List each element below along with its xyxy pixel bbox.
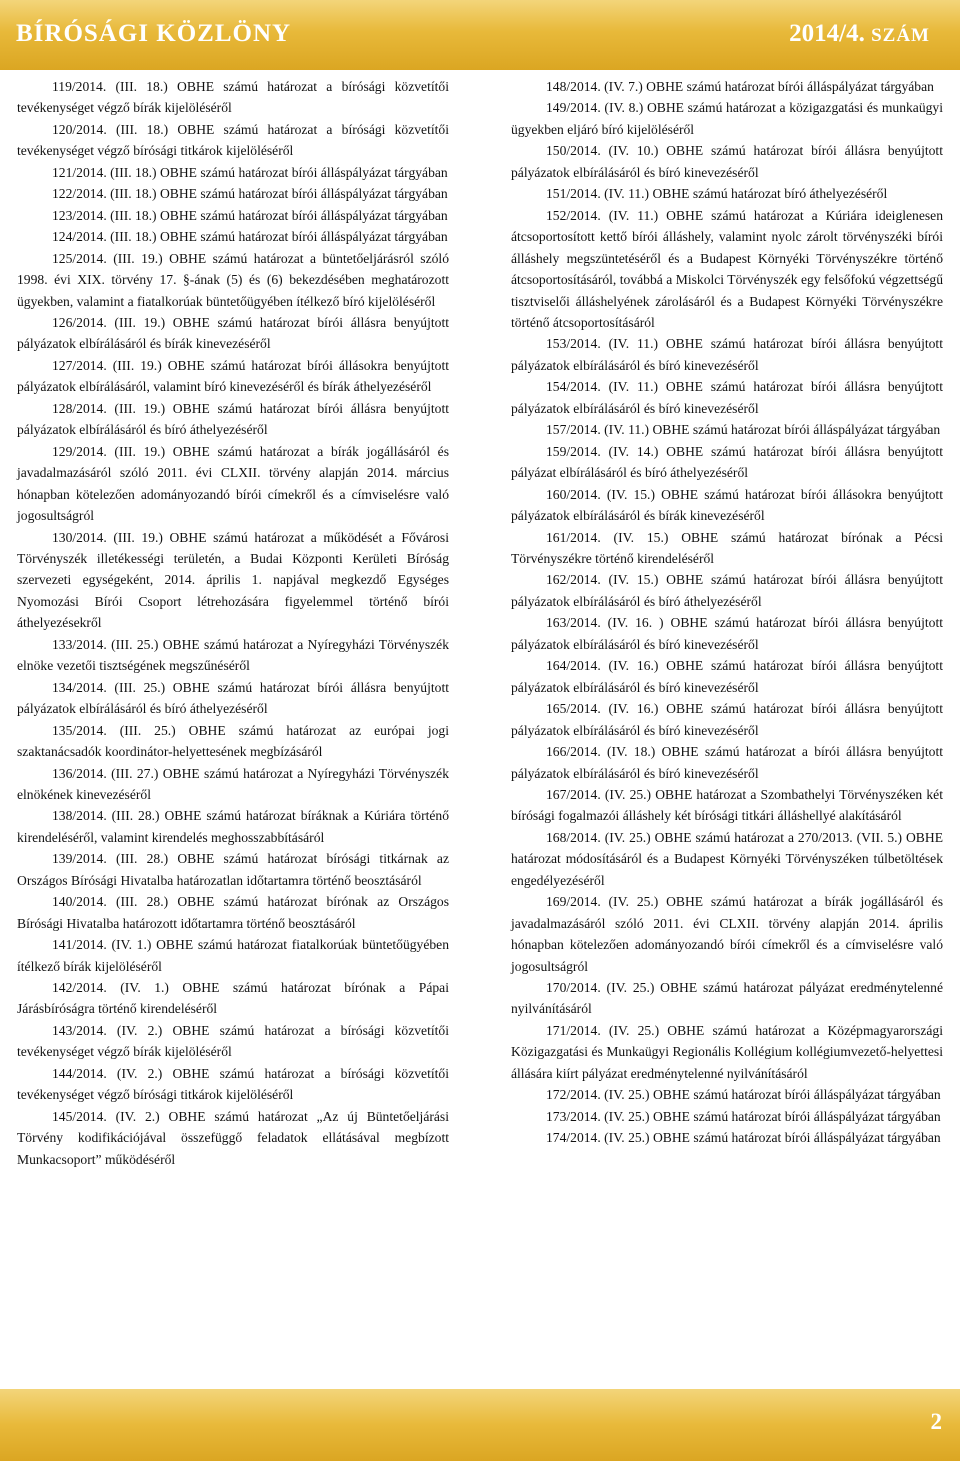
toc-entry: 127/2014. (III. 19.) OBHE számú határozat bírói állásokra benyújtott pályázatok elbírálásáról, valamint bíró kinevezéséről és bírák áthelyezéséről — [17, 357, 449, 395]
toc-entry: 174/2014. (IV. 25.) OBHE számú határozat bírói álláspályázat tárgyában — [546, 1130, 941, 1146]
toc-entry: 164/2014. (IV. 16.) OBHE számú határozat bírói állásra benyújtott pályázatok elbírálásáról és bíró kinevezéséről — [511, 658, 943, 695]
toc-entry: 138/2014. (III. 28.) OBHE számú határozat bíráknak a Kúriára történő kirendeléséről, valamint kirendelés meghosszabbításáról — [17, 808, 449, 845]
issue-number — [789, 20, 930, 48]
toc-entry: 163/2014. (IV. 16. ) OBHE számú határozat bírói állásra benyújtott pályázatok elbírálásáról és bíró kinevezéséről — [511, 615, 943, 652]
toc-entry: 126/2014. (III. 19.) OBHE számú határozat bírói állásra benyújtott pályázatok elbírálásáról és bírák kinevezéséről — [17, 314, 449, 352]
right-column — [511, 76, 943, 1149]
toc-entry: 150/2014. (IV. 10.) OBHE számú határozat bírói állásra benyújtott pályázatok elbírálásáról és bíró kinevezéséről — [511, 143, 943, 180]
toc-entry: 160/2014. (IV. 15.) OBHE számú határozat bírói állásokra benyújtott pályázatok elbírálásáról és bírák kinevezéséről — [511, 486, 943, 524]
toc-entry: 152/2014. (IV. 11.) OBHE számú határozat a Kúriára ideiglenesen átcsoportosított kettő bírói álláshely, valamint nyolc zárolt törvényszéki bírói álláshely megszüntetéséről és a Budapest Környéki Törvényszékre történő átcsoportosításáról, továbbá a Miskolci Törvényszék egy felsőfokú végzettségű tisztviselői álláshelyének zárolásáról és a Budapest Környéki Törvényszékre történő átcsoportosításáról — [511, 207, 943, 330]
toc-entry: 133/2014. (III. 25.) OBHE számú határozat a Nyíregyházi Törvényszék elnöke vezetői tisztségének megszűnéséről — [17, 636, 449, 674]
page-header — [0, 0, 960, 70]
toc-entry: 130/2014. (III. 19.) OBHE számú határozat a működését a Fővárosi Törvényszék illetékességi területén, a Budai Központi Kerületi Bíróság szervezeti egységeként, 2014. április 1. napjával megkezdő Egységes Nyomozási Bírói Csoport létrehozására figyelemmel történő bírói áthelyezésekről — [17, 529, 449, 631]
toc-entry: 168/2014. (IV. 25.) OBHE számú határozat a 270/2013. (VII. 5.) OBHE határozat módosításáról és a Budapest Környéki Törvényszéken túlbetöltések engedélyezéséről — [511, 829, 943, 888]
toc-entry: 169/2014. (IV. 25.) OBHE számú határozat a bírák jogállásáról és javadalmazásáról szóló 2011. évi CLXII. törvény alapján 2014. április hónapban kötelezően adományozandó bírói címekről és a címviselésre való jogosultságról — [511, 894, 943, 974]
toc-entry: 149/2014. (IV. 8.) OBHE számú határozat a közigazgatási és munkaügyi ügyekben eljáró bíró kijelöléséről — [511, 100, 943, 137]
toc-entry: 148/2014. (IV. 7.) OBHE számú határozat bírói álláspályázat tárgyában — [546, 79, 934, 94]
toc-entry: 141/2014. (IV. 1.) OBHE számú határozat fiatalkorúak büntetőügyében ítélkező bírák kijelöléséről — [17, 937, 449, 974]
page-number: 2 — [930, 1409, 942, 1434]
toc-entry: 124/2014. (III. 18.) OBHE számú határozat bírói álláspályázat tárgyában — [52, 229, 448, 245]
issue-suffix: SZÁM — [871, 25, 930, 46]
toc-entry: 139/2014. (III. 28.) OBHE számú határozat bírósági titkárnak az Országos Bírósági Hivatalba határozatlan időtartamra történő beosztásáról — [17, 851, 449, 888]
toc-entry: 140/2014. (III. 28.) OBHE számú határozat bírónak az Országos Bírósági Hivatalba határozott időtartamra történő beosztásáról — [17, 894, 449, 931]
toc-entry: 170/2014. (IV. 25.) OBHE számú határozat pályázat eredménytelenné nyilvánításáról — [511, 980, 943, 1017]
toc-entry: 157/2014. (IV. 11.) OBHE számú határozat bírói álláspályázat tárgyában — [546, 422, 941, 438]
toc-entry: 136/2014. (III. 27.) OBHE számú határozat a Nyíregyházi Törvényszék elnökének kinevezéséről — [17, 765, 449, 802]
toc-entry: 119/2014. (III. 18.) OBHE számú határozat a bírósági közvetítői tevékenységet végző bírák kijelöléséről — [17, 79, 449, 116]
toc-entry: 154/2014. (IV. 11.) OBHE számú határozat bírói állásra benyújtott pályázatok elbírálásáról és bíró kinevezéséről — [511, 379, 943, 416]
toc-entry: 122/2014. (III. 18.) OBHE számú határozat bírói álláspályázat tárgyában — [52, 186, 448, 202]
toc-entry: 172/2014. (IV. 25.) OBHE számú határozat bírói álláspályázat tárgyában — [546, 1087, 941, 1103]
toc-entry: 121/2014. (III. 18.) OBHE számú határozat bírói álláspályázat tárgyában — [52, 164, 448, 180]
toc-entry: 120/2014. (III. 18.) OBHE számú határozat a bírósági közvetítői tevékenységet végző bírósági titkárok kijelöléséről — [17, 121, 449, 159]
toc-entry: 159/2014. (IV. 14.) OBHE számú határozat bírói állásra benyújtott pályázat elbírálásáról és bíró áthelyezéséről — [511, 443, 943, 481]
issue-prefix: 2014/4. — [789, 20, 865, 47]
left-column — [17, 76, 449, 1170]
page-footer — [0, 1389, 960, 1461]
toc-entry: 161/2014. (IV. 15.) OBHE számú határozat bírónak a Pécsi Törvényszékre történő kirendeléséről — [511, 529, 943, 566]
toc-entry: 165/2014. (IV. 16.) OBHE számú határozat bírói állásra benyújtott pályázatok elbírálásáról és bíró kinevezéséről — [511, 701, 943, 738]
toc-entry: 153/2014. (IV. 11.) OBHE számú határozat bírói állásra benyújtott pályázatok elbírálásáról és bíró kinevezéséről — [511, 336, 943, 373]
toc-entry: 129/2014. (III. 19.) OBHE számú határozat a bírák jogállásáról és javadalmazásáról szóló 2011. évi CLXII. törvény alapján 2014. március hónapban kötelezően adományozandó bírói címekről és a címviselésre való jogosultságról — [17, 443, 449, 524]
toc-entry: 171/2014. (IV. 25.) OBHE számú határozat a Középmagyarországi Közigazgatási és Munkaügyi Regionális Kollégium kollégiumvezető-helyettesi állására kiírt pályázat eredménytelenné nyilvánításáról — [511, 1022, 943, 1081]
toc-entry: 162/2014. (IV. 15.) OBHE számú határozat bírói állásra benyújtott pályázatok elbírálásáról és bíró áthelyezéséről — [511, 572, 943, 609]
toc-entry: 167/2014. (IV. 25.) OBHE határozat a Szombathelyi Törvényszéken két bírósági fogalmazói álláshely két bírósági titkári álláshellyé alakításáról — [511, 786, 943, 824]
toc-entry: 144/2014. (IV. 2.) OBHE számú határozat a bírósági közvetítői tevékenységet végző bírósági titkárok kijelöléséről — [17, 1065, 449, 1103]
toc-entry: 143/2014. (IV. 2.) OBHE számú határozat a bírósági közvetítői tevékenységet végző bírák kijelöléséről — [17, 1022, 449, 1060]
journal-title: BÍRÓSÁGI KÖZLÖNY — [16, 20, 292, 47]
toc-entry: 135/2014. (III. 25.) OBHE számú határozat az európai jogi szaktanácsadók koordinátor-helyettesének megbízásáról — [17, 722, 449, 760]
toc-entry: 145/2014. (IV. 2.) OBHE számú határozat „Az új Büntetőeljárási Törvény kodifikációjával összefüggő feladatok ellátásával megbízott Munkacsoport” működéséről — [17, 1108, 449, 1167]
toc-entry: 134/2014. (III. 25.) OBHE számú határozat bírói állásra benyújtott pályázatok elbírálásáról és bíró áthelyezéséről — [17, 679, 449, 717]
toc-entry: 128/2014. (III. 19.) OBHE számú határozat bírói állásra benyújtott pályázatok elbírálásáról és bíró áthelyezéséről — [17, 400, 449, 438]
toc-entry: 142/2014. (IV. 1.) OBHE számú határozat bírónak a Pápai Járásbíróságra történő kirendeléséről — [17, 980, 449, 1017]
toc-entry: 151/2014. (IV. 11.) OBHE számú határozat bíró áthelyezéséről — [546, 186, 888, 202]
toc-entry: 173/2014. (IV. 25.) OBHE számú határozat bírói álláspályázat tárgyában — [546, 1108, 941, 1124]
toc-entry: 166/2014. (IV. 18.) OBHE számú határozat a bírói állásra benyújtott pályázatok elbírálásáról és bíró kinevezéséről — [511, 744, 943, 781]
toc-entry: 123/2014. (III. 18.) OBHE számú határozat bírói álláspályázat tárgyában — [52, 207, 448, 223]
toc-entry: 125/2014. (III. 19.) OBHE számú határozat a büntetőeljárásról szóló 1998. évi XIX. törvény 17. §-ának (5) és (6) bekezdésében meghatározott ügyekben, valamint a fiatalkorúak büntetőügyében ítélkező bíró kijelöléséről — [17, 250, 449, 309]
